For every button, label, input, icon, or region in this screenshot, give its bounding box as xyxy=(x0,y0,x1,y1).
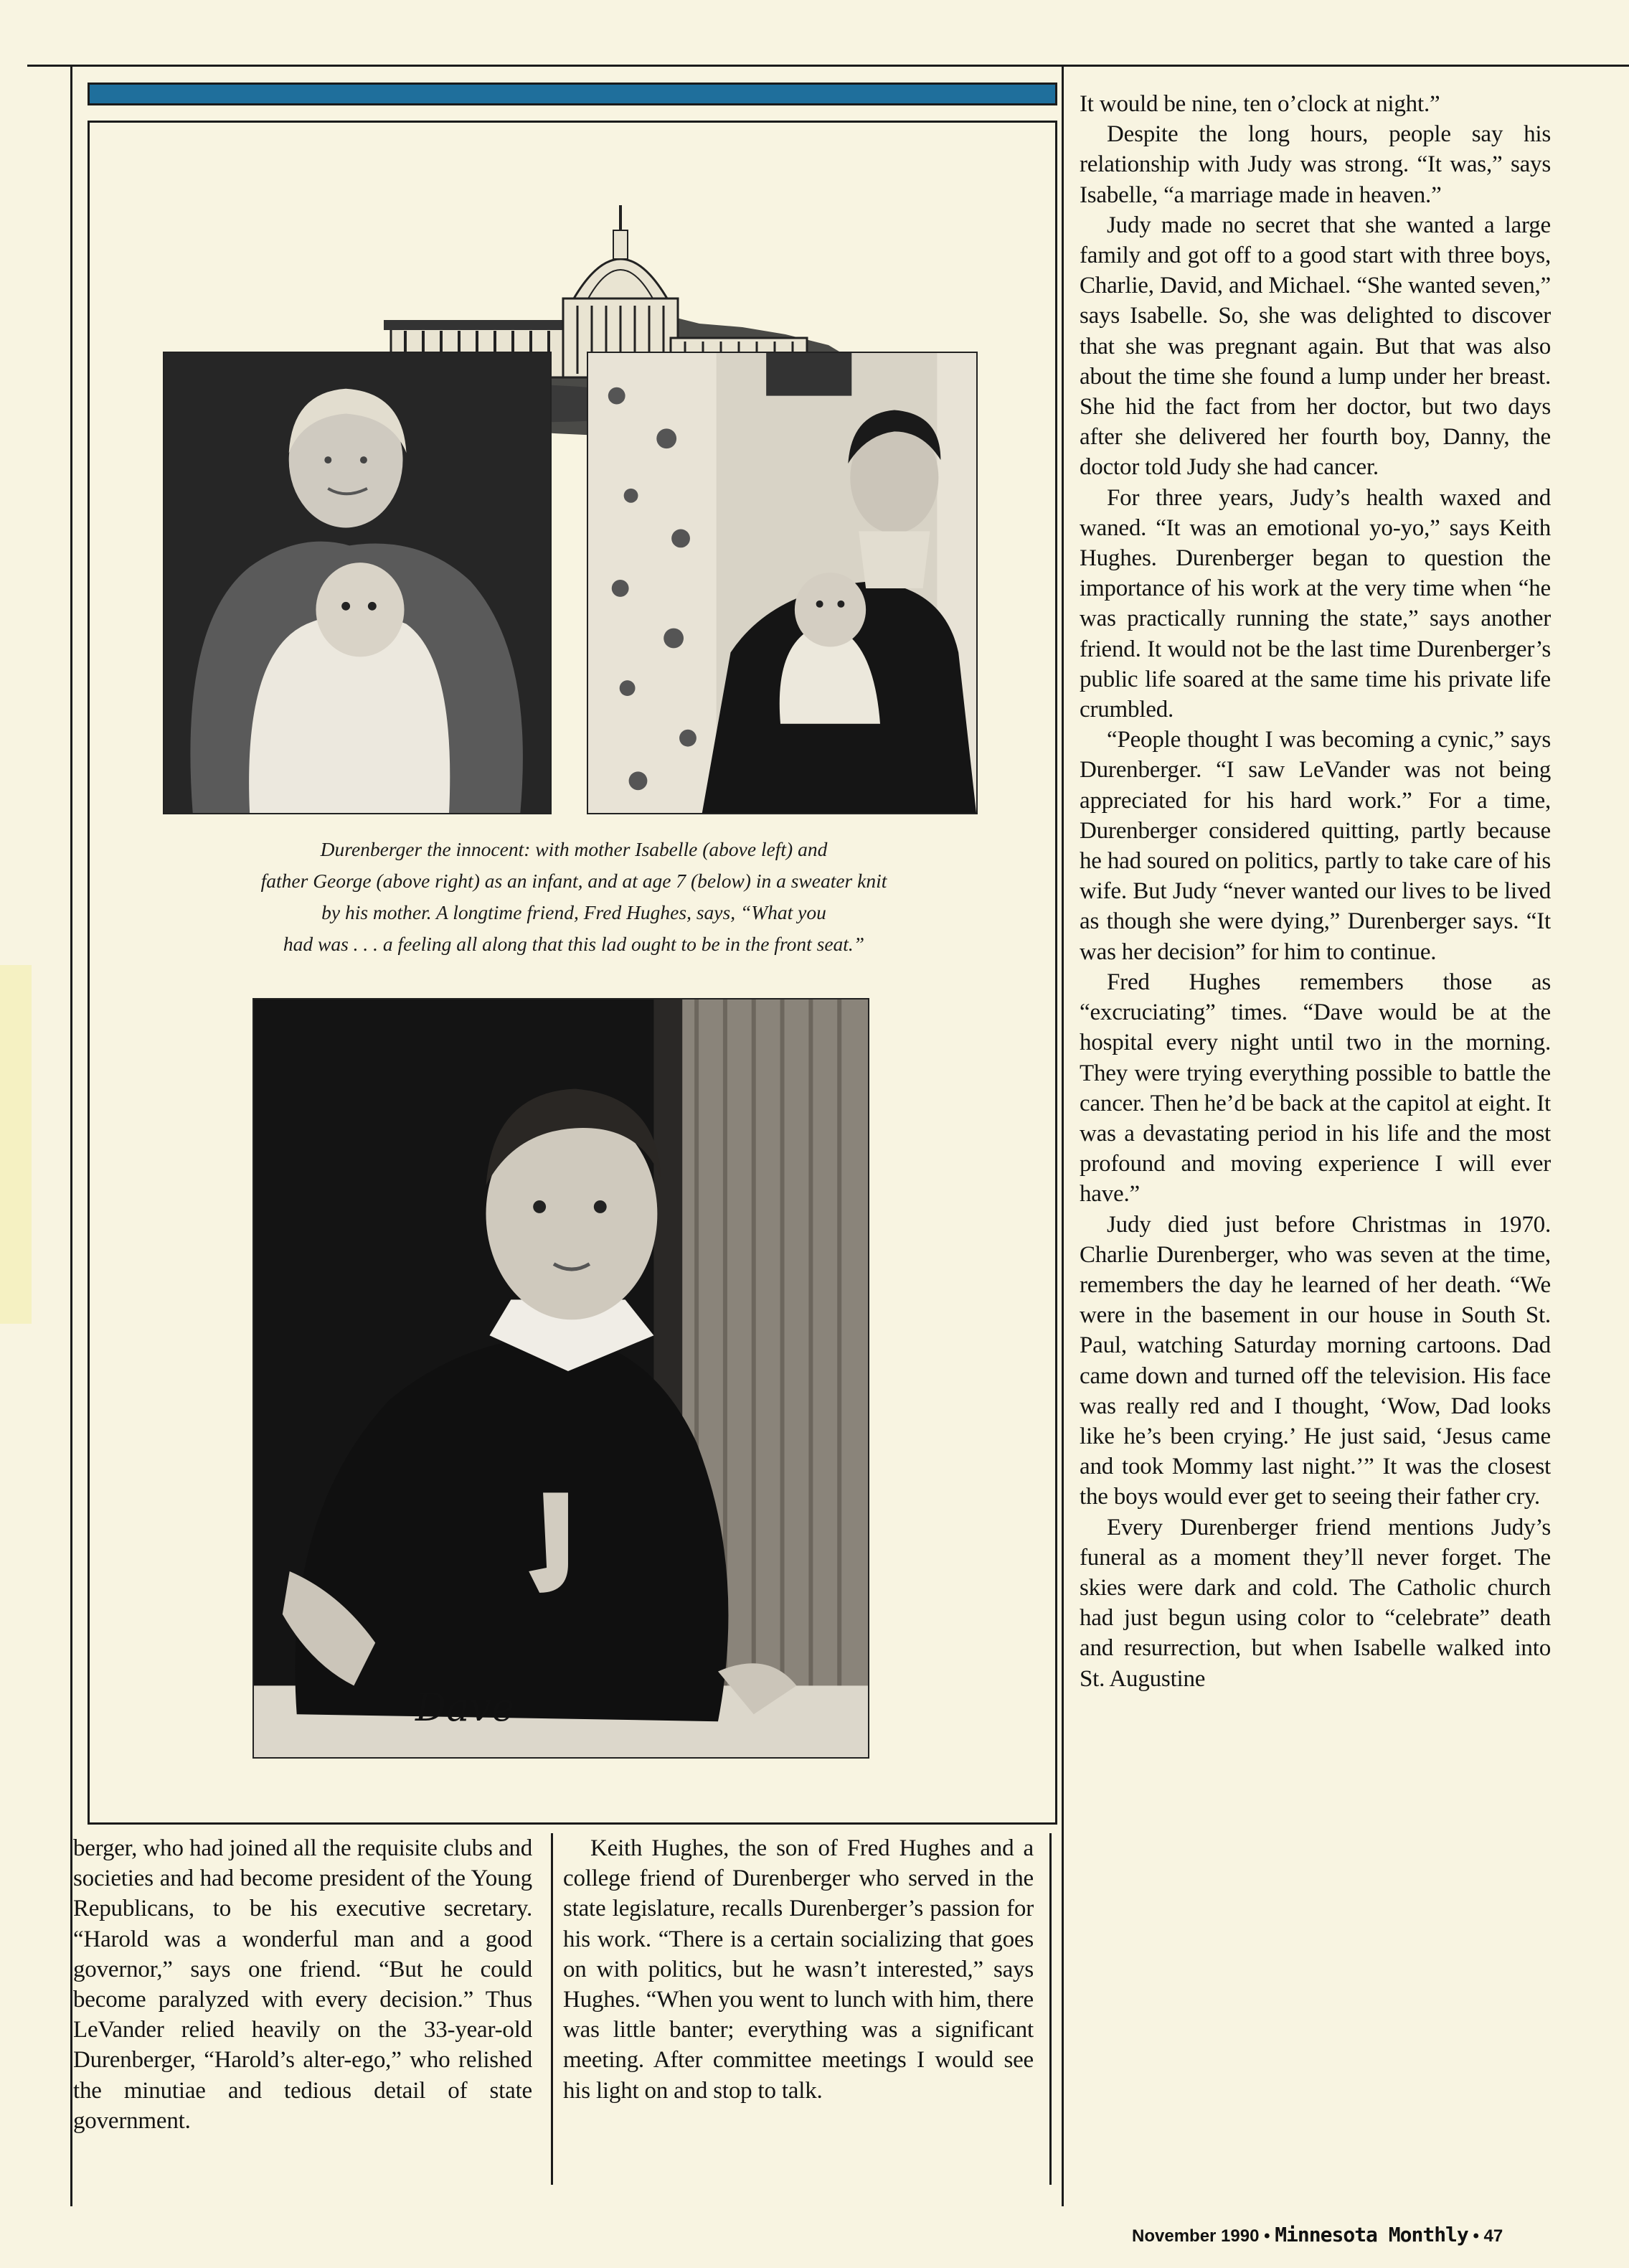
page-footer xyxy=(1132,2221,1503,2249)
article-paragraph: It would be nine, ten o’clock at night.” xyxy=(1080,91,1440,117)
page-edge-highlight xyxy=(0,965,32,1324)
article-column-left xyxy=(73,1833,532,2136)
article-column-right xyxy=(1080,89,1551,1694)
caption-line-3: by his mother. A longtime friend, Fred Hughes, says, “What you xyxy=(321,901,826,923)
caption-line-2: father George (above right) as an infant, and at age 7 (below) in a sweater knit xyxy=(260,870,887,892)
photo-durenberger-age-7 xyxy=(252,998,869,1759)
photo-signature: Dave xyxy=(415,1685,514,1730)
footer-bullet: • xyxy=(1473,2226,1479,2246)
article-paragraph: Judy made no secret that she wanted a large family and got off to a good start with three boys, Charlie, David, and Michael. “She wanted seven,” says Isabelle. So, she was delighted to discover that she was pregnant again. But that was also about the time she found a lump under her breast. She hid the fact from her doctor, but two days after she delivered her fourth boy, Danny, the doctor told Judy she had cancer. xyxy=(1080,212,1551,481)
left-column-rule xyxy=(70,65,72,2206)
article-paragraph: For three years, Judy’s health waxed and waned. “It was an emotional yo-yo,” says Keith Hughes. Durenberger began to question the importance of his work at the very time when “he was practically running the state,” says another friend. It would not be the last time Durenberger’s public life soared at the same time his private life crumbled. xyxy=(1080,484,1551,723)
column-divider-right xyxy=(1062,65,1064,2206)
article-paragraph: Despite the long hours, people say his relationship with Judy was strong. “It was,” says Isabelle, “a marriage made in heaven.” xyxy=(1080,121,1551,208)
caption-line-4: had was . . . a feeling all along that this lad ought to be in the front seat.” xyxy=(283,933,865,955)
article-paragraph: Fred Hughes remembers those as “excruciating” times. “Dave would be at the hospital every night until two in the morning. They were trying everything possible to battle the cancer. Then he’d be back at the capitol at eight. It was a devastating period in his life and the most profound and moving experience I will ever have.” xyxy=(1080,969,1551,1208)
article-paragraph: berger, who had joined all the requisite clubs and societies and had become president of the Young Republicans, to be his executive secretary. “Harold was a wonderful man and a good governor,” says one friend. “But he could become paralyzed with every decision.” Thus LeVander relied heavily on the 33-year-old Durenberger, “Harold’s alter-ego,” who relished the minutiae and tedious detail of state government. xyxy=(73,1835,532,2134)
column-divider-left xyxy=(551,1833,553,2185)
article-column-middle xyxy=(563,1833,1034,2106)
footer-magazine-name: Minnesota Monthly xyxy=(1275,2223,1468,2246)
footer-page-number: 47 xyxy=(1483,2226,1503,2246)
footer-date: November 1990 xyxy=(1132,2226,1260,2246)
photo-mother-isabelle-with-infant xyxy=(163,352,552,814)
article-paragraph: Judy died just before Christmas in 1970. Charlie Durenberger, who was seven at the time, remembers the day he learned of her death. “We were in the basement in our house in South St. Paul, watching Saturday morning cartoons. Dad came down and turned off the television. His face was really red and I thought, ‘Wow, Dad looks like he’s been crying.’ He just said, ‘Jesus came and took Mommy last night.’” It was the closest the boys would ever get to seeing their father cry. xyxy=(1080,1211,1551,1510)
section-color-bar xyxy=(88,83,1057,105)
footer-bullet: • xyxy=(1264,2226,1270,2246)
photo-frame xyxy=(88,121,1057,1825)
photo-father-george-with-infant xyxy=(587,352,978,814)
article-paragraph: Every Durenberger friend mentions Judy’s funeral as a moment they’ll never forget. The skies were dark and cold. The Catholic church had just begun using color to “celebrate” death and resurrection, but when Isabelle walked into St. Augustine xyxy=(1080,1514,1551,1692)
article-paragraph: Keith Hughes, the son of Fred Hughes and a college friend of Durenberger who served in the state legislature, recalls Durenberger’s passion for his work. “There is a certain socializing that goes on with politics, but he wasn’t interested,” says Hughes. “When you went to lunch with him, there was little banter; everything was a significant meeting. After committee meetings I would see his light on and stop to talk. xyxy=(563,1835,1034,2104)
top-rule xyxy=(27,65,1629,67)
column-divider-middle xyxy=(1049,1833,1052,2185)
photo-caption xyxy=(172,834,976,960)
caption-line-1: Durenberger the innocent: with mother Isabelle (above left) and xyxy=(320,838,828,860)
article-paragraph: “People thought I was becoming a cynic,” says Durenberger. “I saw LeVander was not being appreciated for his hard work.” For a time, Durenberger considered quitting, partly because he had soured on politics, partly to take care of his wife. But Judy “never wanted our lives to be lived as though she were dying,” Durenberger says. “It was her decision” for him to continue. xyxy=(1080,727,1551,965)
